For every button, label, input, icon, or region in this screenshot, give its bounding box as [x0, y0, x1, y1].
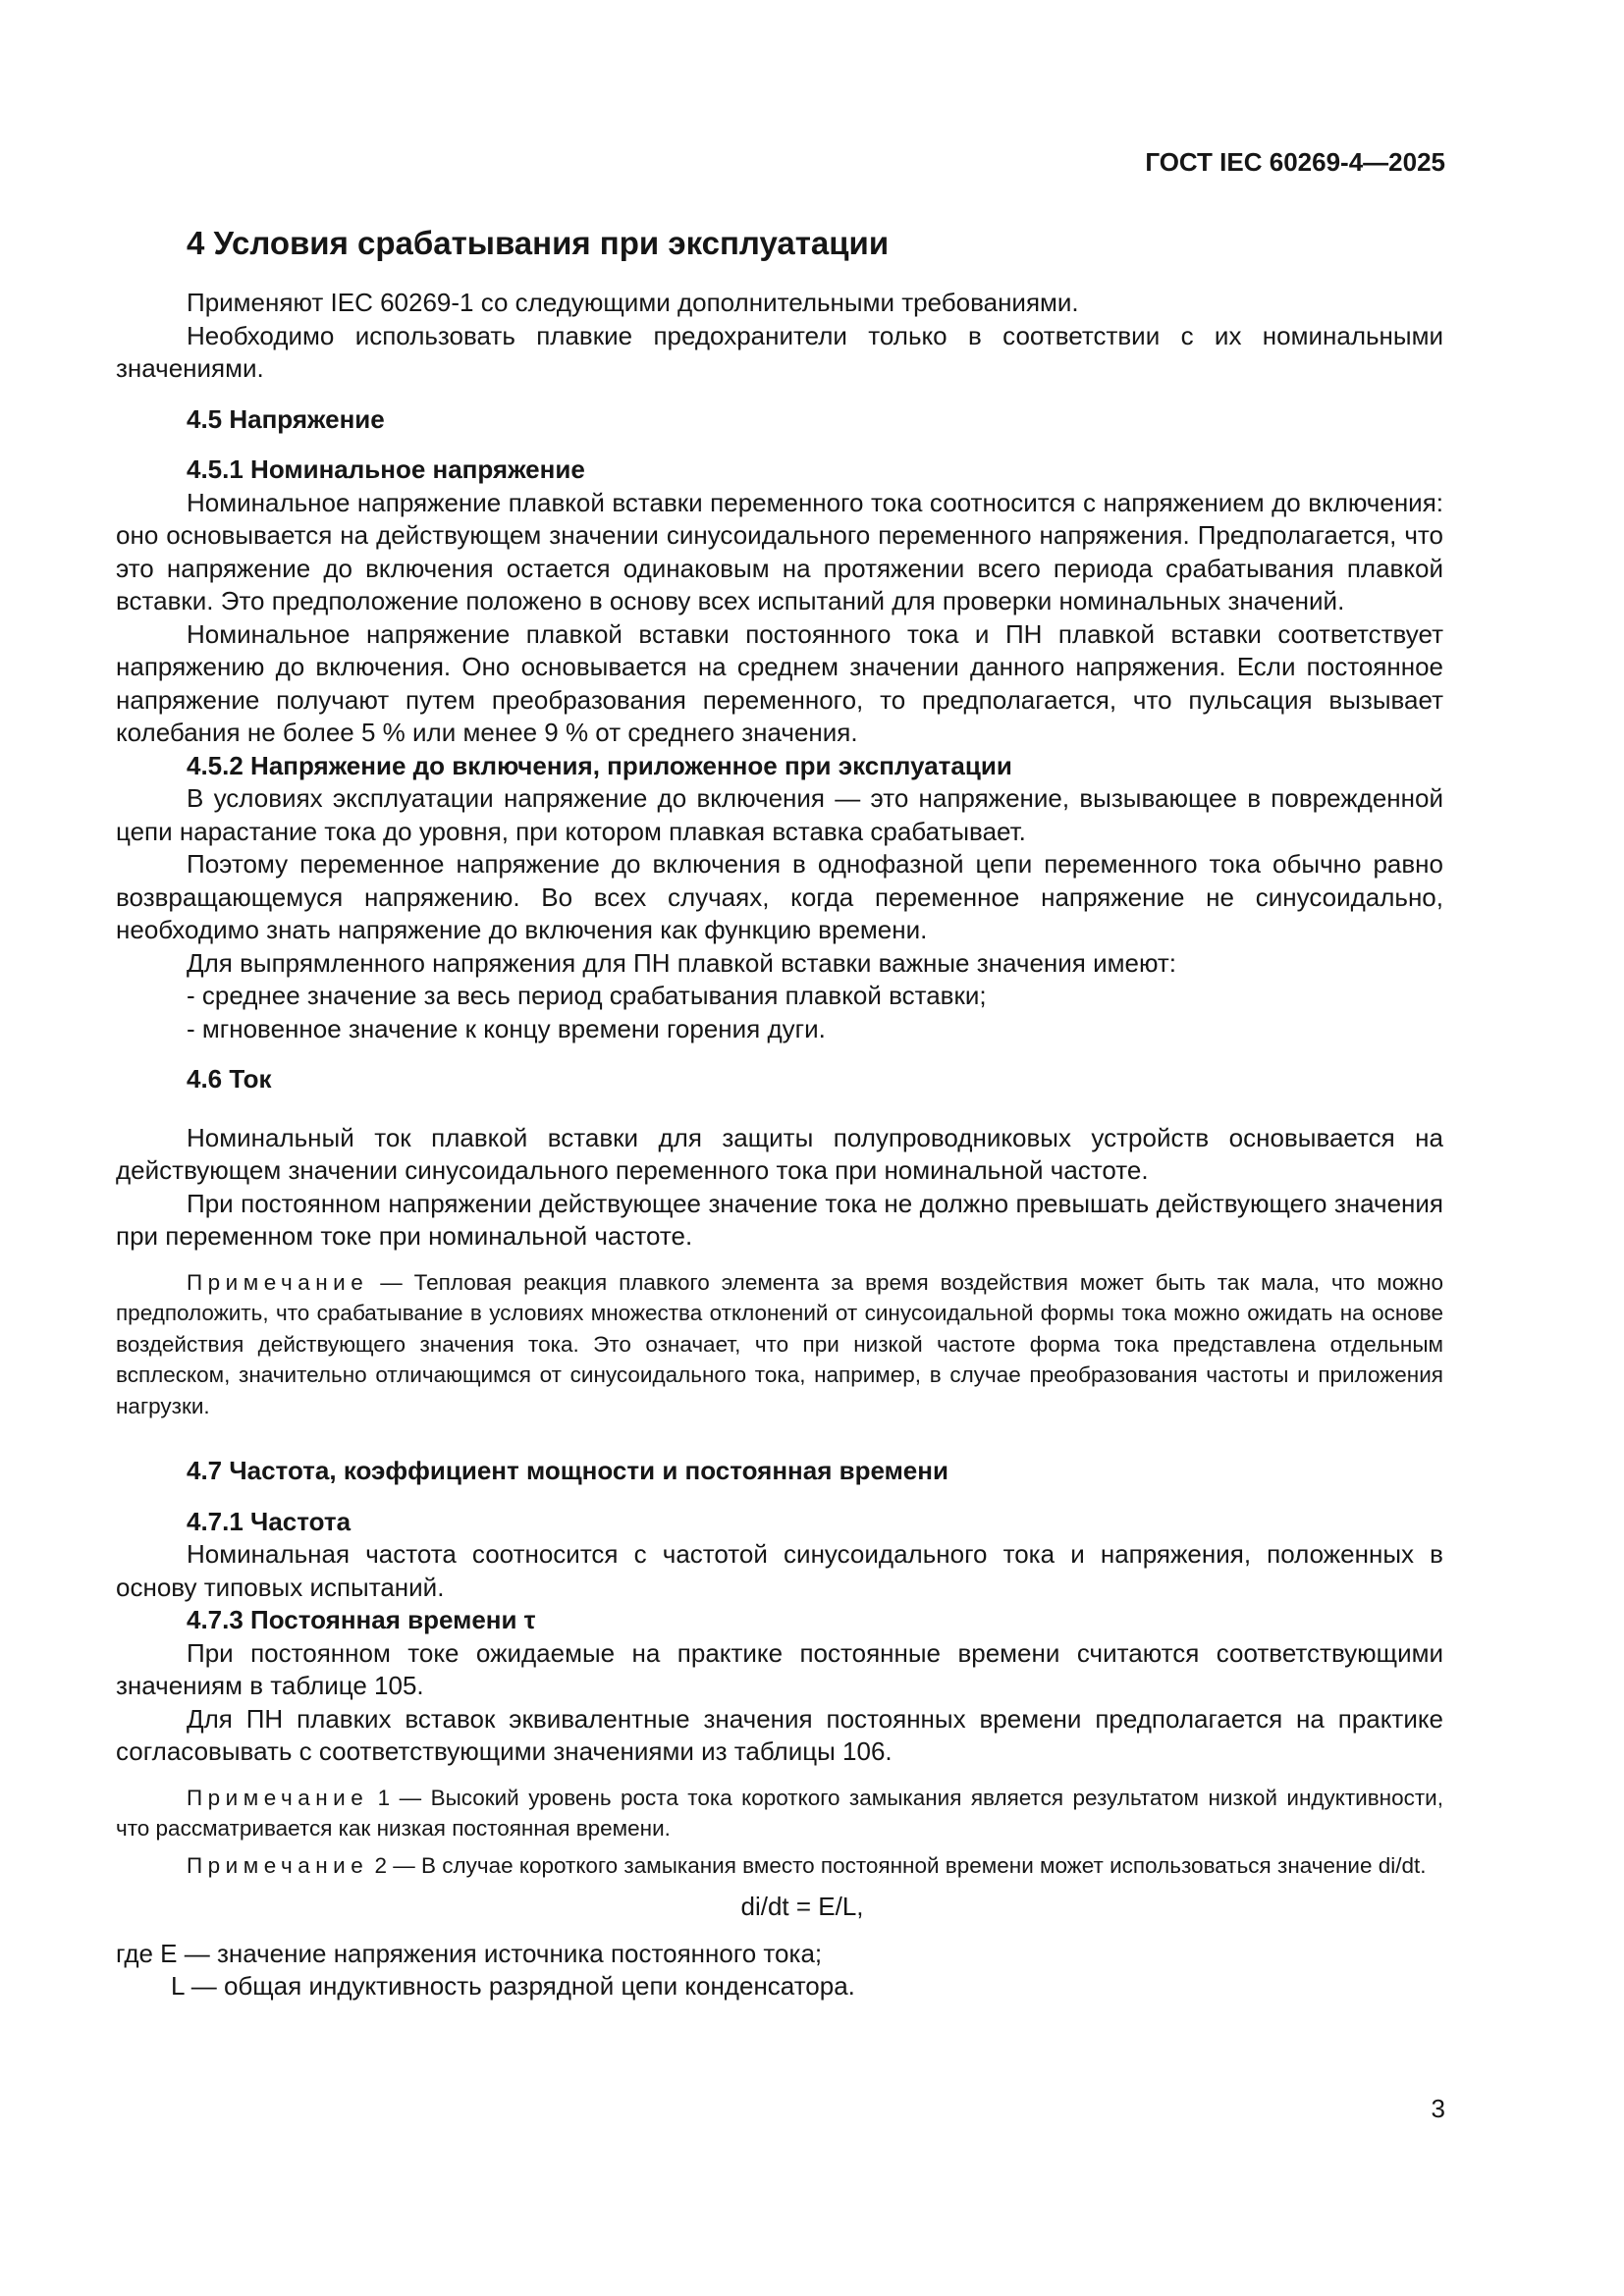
section-4-title: 4 Условия срабатывания при эксплуатации — [187, 225, 890, 261]
paragraph: Применяют IEC 60269-1 со следующими дополнительными требованиями. — [187, 288, 1079, 317]
note-label: Примечание — [187, 1785, 369, 1810]
paragraph: В условиях эксплуатации напряжение до включения — это напряжение, вызывающее в поврежденной цепи нарастание тока до уровня, при котором плавкая вставка срабатывает. — [116, 783, 1443, 846]
document-header-id: ГОСТ IEC 60269-4—2025 — [1145, 147, 1445, 177]
note — [116, 1267, 1443, 1422]
section-4-7-3-title: 4.7.3 Постоянная времени τ — [187, 1605, 536, 1634]
paragraph: При постоянном напряжении действующее значение тока не должно превышать действующего значения при переменном токе при номинальной частоте. — [116, 1188, 1443, 1251]
formula: di/dt = E/L, — [740, 1892, 864, 1921]
note-label: Примечание — [187, 1852, 369, 1878]
paragraph: Номинальное напряжение плавкой вставки постоянного тока и ПН плавкой вставки соответствует напряжению до включения. Оно основывается на среднем значении данного напряжения. Если постоянное напряжение получают путем преобразования переменного, то предполагается, что пульсация вызывает колебания не более 5 % или менее 9 % от среднего значения. — [116, 618, 1443, 747]
list-item: - среднее значение за весь период срабатывания плавкой вставки; — [187, 981, 987, 1010]
paragraph: Номинальная частота соотносится с частотой синусоидального тока и напряжения, положенных в основу типовых испытаний. — [116, 1539, 1443, 1602]
section-4-5-2-title: 4.5.2 Напряжение до включения, приложенное при эксплуатации — [187, 750, 1012, 780]
document-body — [116, 221, 1443, 2003]
section-4-7-title: 4.7 Частота, коэффициент мощности и постоянная времени — [187, 1456, 948, 1485]
formula-legend: L — общая индуктивность разрядной цепи конденсатора. — [171, 1971, 855, 2001]
list-item: - мгновенное значение к концу времени горения дуги. — [187, 1013, 826, 1043]
paragraph: Поэтому переменное напряжение до включения в однофазной цепи переменного тока обычно равно возвращающемуся напряжению. Во всех случаях, когда переменное напряжение не синусоидально, необходимо знать напряжение до включения как функцию времени. — [116, 849, 1443, 944]
paragraph: При постоянном токе ожидаемые на практике постоянные времени считаются соответствующими значениям в таблице 105. — [116, 1637, 1443, 1700]
paragraph: Номинальный ток плавкой вставки для защиты полупроводниковых устройств основывается на действующем значении синусоидального переменного тока при номинальной частоте. — [116, 1122, 1443, 1185]
paragraph: Для ПН плавких вставок эквивалентные значения постоянных времени предполагается на практике согласовывать с соответствующими значениями из таблицы 106. — [116, 1703, 1443, 1766]
section-4-5-title: 4.5 Напряжение — [187, 403, 385, 434]
note — [116, 1850, 1443, 1882]
note — [116, 1783, 1443, 1844]
paragraph: Номинальное напряжение плавкой вставки переменного тока соотносится с напряжением до включения: оно основывается на действующем значении синусоидального переменного напряжения. Предполагается, что это напряжение до включения остается одинаковым на протяжении всего периода срабатывания плавкой вставки. Это предположение положено в основу всех испытаний для проверки номинальных значений. — [116, 487, 1443, 615]
note-label: Примечание — [187, 1269, 369, 1295]
paragraph: Необходимо использовать плавкие предохранители только в соответствии с их номинальными значениями. — [116, 320, 1443, 383]
page-number: 3 — [1431, 2094, 1445, 2123]
formula-legend: где E — значение напряжения источника постоянного тока; — [116, 1938, 823, 1968]
paragraph: Для выпрямленного напряжения для ПН плавкой вставки важные значения имеют: — [187, 947, 1177, 978]
section-4-7-1-title: 4.7.1 Частота — [187, 1506, 352, 1536]
section-4-6-title: 4.6 Ток — [187, 1064, 272, 1094]
section-4-5-1-title: 4.5.1 Номинальное напряжение — [187, 454, 585, 484]
note-text: — Тепловая реакция плавкого элемента за время воздействия может быть так мала, что можно предположить, что срабатывание в условиях множества отклонений от синусоидальной формы тока можно ожидать на основе воздействия действующего значения тока. Это означает, что при низкой частоте форма тока представлена отдельным всплеском, значительно отличающимся от синусоидального тока, например, в случае преобразования частоты и приложения нагрузки. — [116, 1269, 1443, 1418]
note-text: 2 — В случае короткого замыкания вместо постоянной времени может использоваться значение di/dt. — [368, 1852, 1427, 1878]
note-text: 1 — Высокий уровень роста тока короткого замыкания является результатом низкой индуктивности, что рассматривается как низкая постоянная времени. — [116, 1785, 1443, 1841]
